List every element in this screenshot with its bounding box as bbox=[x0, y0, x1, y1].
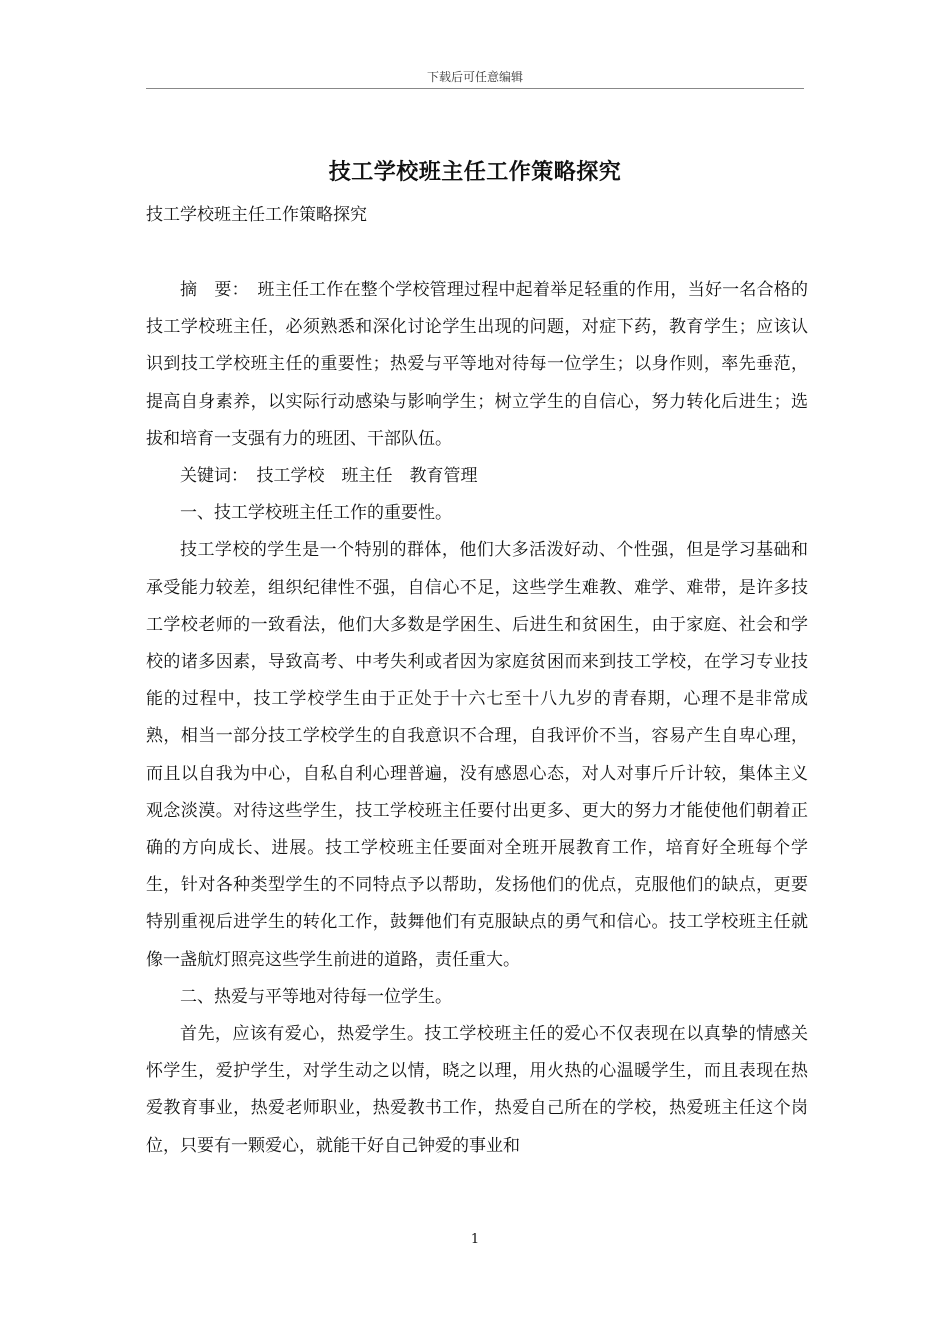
page-number: 1 bbox=[470, 1232, 480, 1247]
header-divider bbox=[146, 88, 804, 89]
page-header: 下载后可任意编辑 bbox=[426, 70, 523, 84]
document-title: 技工学校班主任工作策略探究 bbox=[328, 159, 622, 185]
section-heading-2: 二、热爱与平等地对待每一位学生。 bbox=[180, 986, 452, 1007]
section-heading-1: 一、技工学校班主任工作的重要性。 bbox=[180, 503, 452, 524]
document-body bbox=[146, 272, 808, 1165]
body-paragraph-2: 首先，应该有爱心，热爱学生。技工学校班主任的爱心不仅表现在以真挚的情感关怀学生，爱护学生，对学生动之以情，晓之以理，用火热的心温暖学生，而且表现在热爱教育事业，热爱老师职业，热爱教书工作，热爱自己所在的学校，热爱班主任这个岗位，只要有一颗爱心，就能干好自己钟爱的事业和 bbox=[146, 1024, 808, 1156]
keywords-paragraph: 关键词： 技工学校 班主任 教育管理 bbox=[180, 466, 478, 487]
abstract-paragraph: 摘 要： 班主任工作在整个学校管理过程中起着举足轻重的作用，当好一名合格的技工学校班主任，必须熟悉和深化讨论学生出现的问题，对症下药，教育学生；应该认识到技工学校班主任的重要性；热爱与平等地对待每一位学生；以身作则，率先垂范，提高自身素养，以实际行动感染与影响学生；树立学生的自信心，努力转化后进生；选拔和培育一支强有力的班团、干部队伍。 bbox=[146, 280, 808, 449]
document-subtitle: 技工学校班主任工作策略探究 bbox=[146, 205, 367, 225]
body-paragraph-1: 技工学校的学生是一个特别的群体，他们大多活泼好动、个性强，但是学习基础和承受能力较差，组织纪律性不强，自信心不足，这些学生难教、难学、难带，是许多技工学校老师的一致看法，他们大多数是学困生、后进生和贫困生，由于家庭、社会和学校的诸多因素，导致高考、中考失利或者因为家庭贫困而来到技工学校，在学习专业技能的过程中，技工学校学生由于正处于十六七至十八九岁的青春期，心理不是非常成熟，相当一部分技工学校学生的自我意识不合理，自我评价不当，容易产生自卑心理，而且以自我为中心，自私自利心理普遍，没有感恩心态，对人对事斤斤计较，集体主义观念淡漠。对待这些学生，技工学校班主任要付出更多、更大的努力才能使他们朝着正确的方向成长、进展。技工学校班主任要面对全班开展教育工作，培育好全班每个学生，针对各种类型学生的不同特点予以帮助，发扬他们的优点，克服他们的缺点，更要特别重视后进学生的转化工作，鼓舞他们有克服缺点的勇气和信心。技工学校班主任就像一盏航灯照亮这些学生前进的道路，责任重大。 bbox=[146, 540, 808, 970]
